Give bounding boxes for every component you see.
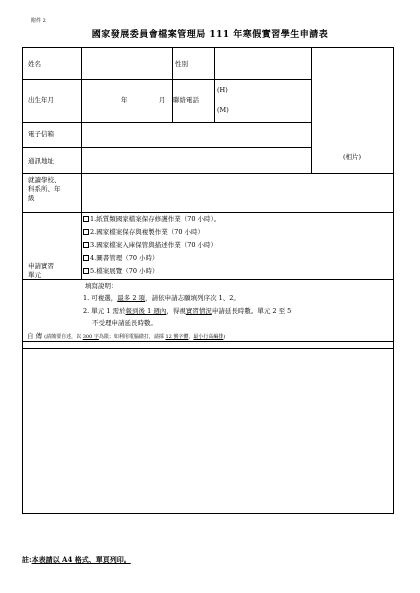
name-field[interactable] (83, 50, 171, 78)
month-label: 月 (159, 96, 166, 104)
phone-label: 聯絡電話 (173, 96, 199, 104)
gender-label: 性別 (175, 60, 188, 68)
form-title: 國家發展委員會檔案管理局 111 年寒假實習學生申請表 (91, 30, 329, 40)
unit-option-2[interactable]: 2.國家檔案保存與複製作業（70 小時） (83, 228, 204, 237)
unit-option-5[interactable]: 5.檔案展覽（70 小時） (83, 267, 159, 276)
address-label: 通訊地址 (28, 157, 54, 165)
email-field[interactable] (83, 124, 310, 146)
year-label: 年 (121, 96, 128, 104)
fill-instructions-title: 填寫說明： (85, 282, 118, 290)
footer-note: 註:本表請以 A4 格式、單頁列印。 (22, 555, 131, 564)
gender-field[interactable] (216, 50, 310, 78)
checkbox-unit-1[interactable] (83, 216, 89, 222)
intern-unit-label: 申請實習 單元 (28, 262, 54, 279)
birth-label: 出生年月 (28, 96, 54, 104)
attachment-label: 附件 2 (31, 18, 46, 24)
autobiography-field[interactable] (24, 350, 392, 512)
checkbox-unit-4[interactable] (83, 255, 89, 261)
name-label: 姓名 (28, 60, 41, 68)
fill-instruction-1: 1. 可複選，最多 2 項，請依申請志願填列序次 1、2。 (83, 294, 240, 302)
unit-option-1[interactable]: 1.紙質類國家檔案保存修護作業（70 小時）。 (83, 215, 220, 224)
school-field[interactable] (83, 175, 392, 211)
application-form (22, 47, 394, 514)
photo-box[interactable] (313, 48, 393, 172)
email-label: 電子信箱 (28, 130, 54, 138)
address-field[interactable] (83, 149, 310, 172)
checkbox-unit-2[interactable] (83, 229, 89, 235)
photo-label: (相片) (343, 153, 362, 161)
fill-instruction-2-cont: 不受理申請延長時數。 (92, 319, 157, 327)
school-label: 就讀學校、 科系所、年 級 (28, 176, 61, 202)
checkbox-unit-3[interactable] (83, 242, 89, 248)
fill-instruction-2: 2. 單元 1 需於報到後 1 週內，得視實習情況申請延長時數。單元 2 至 5 (83, 307, 292, 315)
unit-option-3[interactable]: 3.國家檔案入庫保管與描述作業（70 小時） (83, 241, 217, 250)
phone-mobile-label: (M) (217, 106, 229, 114)
phone-field[interactable] (216, 81, 310, 121)
checkbox-unit-5[interactable] (83, 268, 89, 274)
phone-home-label: (H) (217, 86, 228, 94)
autobiography-header: 自 傳 (請簡要自述，以 300 字為限；如利用電腦繕打，請採 12 號字體，最小行高編排) (27, 332, 226, 340)
birth-field[interactable] (83, 81, 171, 121)
unit-option-4[interactable]: 4.圖書管理（70 小時） (83, 254, 159, 263)
